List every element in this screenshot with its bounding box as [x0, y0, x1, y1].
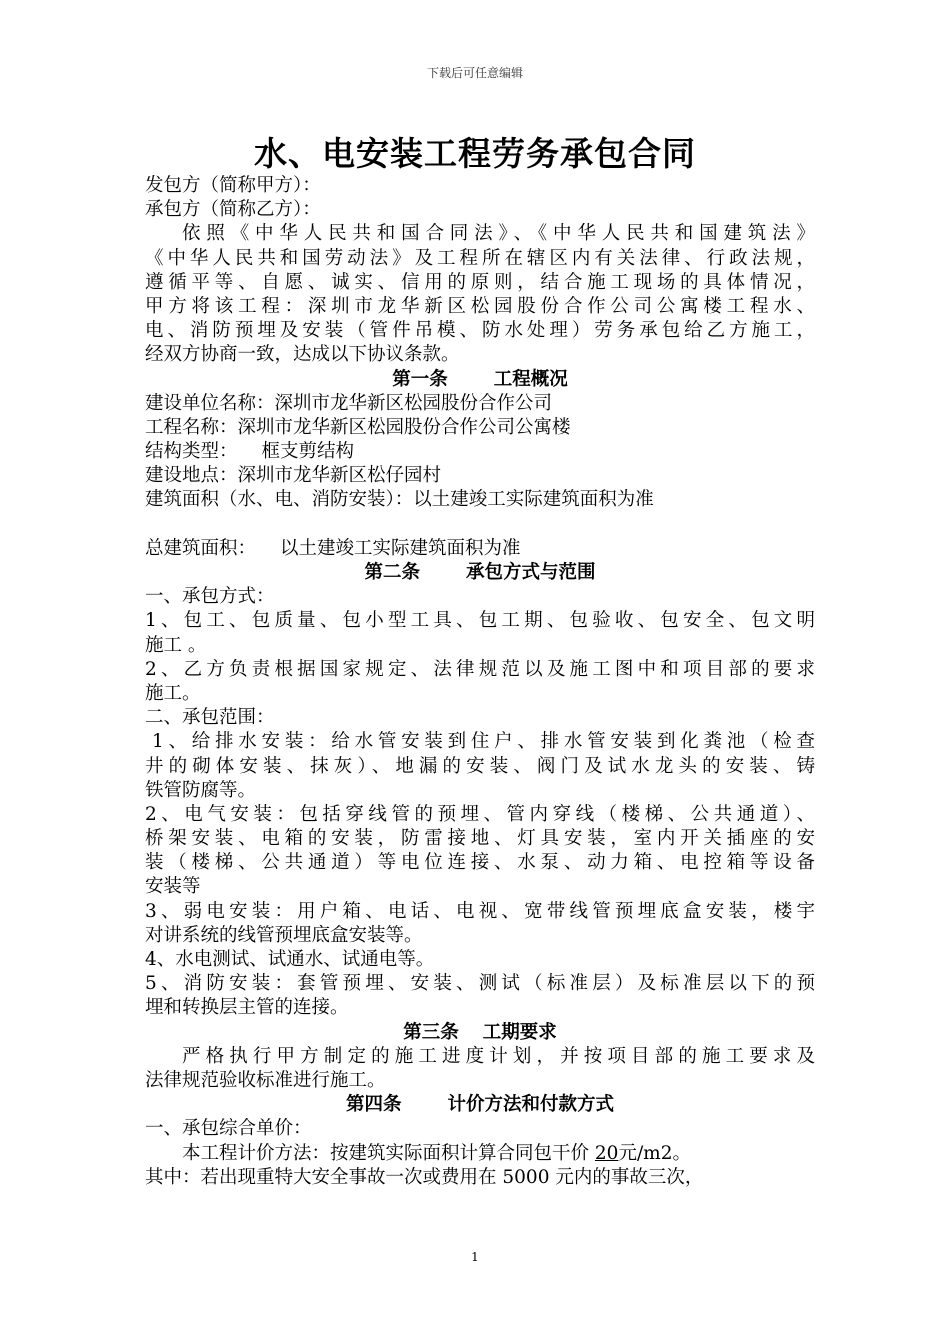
article-number: 第三条: [403, 1021, 459, 1043]
scope-item-2: 安装等: [145, 876, 201, 898]
scope-item-1: 铁管防腐等。: [145, 779, 257, 801]
contract-body: [145, 174, 815, 1190]
scope-item-1: 井的砌体安装、抹灰）、地漏的安装、阀门及试水龙头的安装、铸: [145, 755, 815, 777]
scope-item-3: 3、弱电安装：用户箱、电话、电视、宽带线管预埋底盒安装，楼宇: [145, 900, 815, 922]
article-title: 承包方式与范围: [466, 562, 596, 583]
unit-price-heading: 一、承包综合单价：: [145, 1118, 312, 1140]
mode-heading: 一、承包方式：: [145, 586, 275, 608]
schedule-text: 严格执行甲方制定的施工进度计划，并按项目部的施工要求及: [182, 1045, 815, 1067]
article-title: 工程概况: [493, 368, 568, 390]
structure-type-value: 框支剪结构: [261, 441, 355, 463]
scope-item-3: 对讲系统的线管预埋底盒安装等。: [145, 924, 423, 946]
total-area-line: [145, 537, 815, 561]
mode-item-2: 2、乙方负责根据国家规定、法律规范以及施工图中和项目部的要求: [145, 658, 815, 680]
contract-title: 水、电安装工程劳务承包合同: [254, 134, 696, 173]
mode-item-2: 施工。: [145, 682, 201, 704]
total-area-label: 总建筑面积：: [145, 537, 257, 559]
intro-line: 依照《中华人民共和国合同法》、《中华人民共和国建筑法》: [182, 223, 815, 245]
header-note: 下载后可任意编辑: [426, 66, 523, 80]
article-number: 第四条: [345, 1094, 402, 1116]
location-line: 建设地点：深圳市龙华新区松仔园村: [145, 465, 442, 487]
article-title: 工期要求: [482, 1021, 557, 1043]
schedule-text: 法律规范验收标准进行施工。: [145, 1069, 386, 1091]
article-2-heading: [145, 561, 815, 585]
intro-line: 遵循平等、自愿、诚实、信用的原则，结合施工现场的具体情况，: [145, 271, 815, 293]
intro-line: 电、消防预埋及安装（管件吊模、防水处理）劳务承包给乙方施工，: [145, 320, 815, 342]
structure-type-line: [145, 440, 815, 464]
scope-heading: 二、承包范围：: [145, 707, 275, 729]
scope-item-5: 埋和转换层主管的连接。: [145, 997, 349, 1019]
project-name-line: 工程名称：深圳市龙华新区松园股份合作公司公寓楼: [145, 416, 571, 438]
party-b-line: 承包方（简称乙方）：: [145, 199, 321, 221]
page-number: 1: [471, 1250, 479, 1264]
price-value: 20: [594, 1142, 619, 1164]
price-unit: 元/m2。: [618, 1142, 691, 1164]
scope-item-5: 5、消防安装：套管预埋、安装、测试（标准层）及标准层以下的预: [145, 973, 815, 995]
article-4-heading: [145, 1093, 815, 1117]
article-number: 第一条: [392, 368, 448, 390]
scope-item-2: 2、电气安装：包括穿线管的预埋、管内穿线（楼梯、公共通道）、: [145, 803, 815, 825]
article-1-heading: [145, 368, 815, 392]
accident-note: 其中：若出现重特大安全事故一次或费用在 5000 元内的事故三次，: [145, 1166, 704, 1188]
price-line: [145, 1142, 815, 1166]
blank-line: [145, 513, 815, 537]
price-prefix: 本工程计价方法：按建筑实际面积计算合同包干价: [182, 1142, 590, 1164]
structure-type-label: 结构类型：: [145, 441, 238, 463]
mode-item-1: 施工 。: [145, 634, 207, 656]
mode-item-1: 1、包工、包质量、包小型工具、包工期、包验收、包安全、包文明: [145, 610, 815, 632]
builder-line: 建设单位名称：深圳市龙华新区松园股份合作公司: [145, 392, 553, 414]
scope-item-4: 4、水电测试、试通水、试通电等。: [145, 949, 435, 970]
party-a-line: 发包方（简称甲方）：: [145, 175, 321, 196]
article-title: 计价方法和付款方式: [447, 1094, 615, 1116]
total-area-value: 以土建竣工实际建筑面积为准: [280, 537, 521, 559]
article-number: 第二条: [364, 562, 420, 583]
scope-item-1: 1、给排水安装：给水管安装到住户、排水管安装到化粪池（检查: [152, 731, 815, 753]
intro-line: 《中华人民共和国劳动法》及工程所在辖区内有关法律、行政法规，: [145, 247, 815, 269]
intro-line: 经双方协商一致，达成以下协议条款。: [145, 344, 460, 366]
area-line: 建筑面积（水、电、消防安装）：以土建竣工实际建筑面积为准: [145, 489, 654, 511]
scope-item-2: 桥架安装、电箱的安装，防雷接地、灯具安装，室内开关插座的安: [145, 828, 815, 850]
article-3-heading: [145, 1021, 815, 1045]
intro-line: 甲方将该工程：深圳市龙华新区松园股份合作公司公寓楼工程水、: [145, 295, 815, 317]
scope-item-2: 装（楼梯、公共通道）等电位连接、水泵、动力箱、电控箱等设备: [145, 852, 815, 874]
